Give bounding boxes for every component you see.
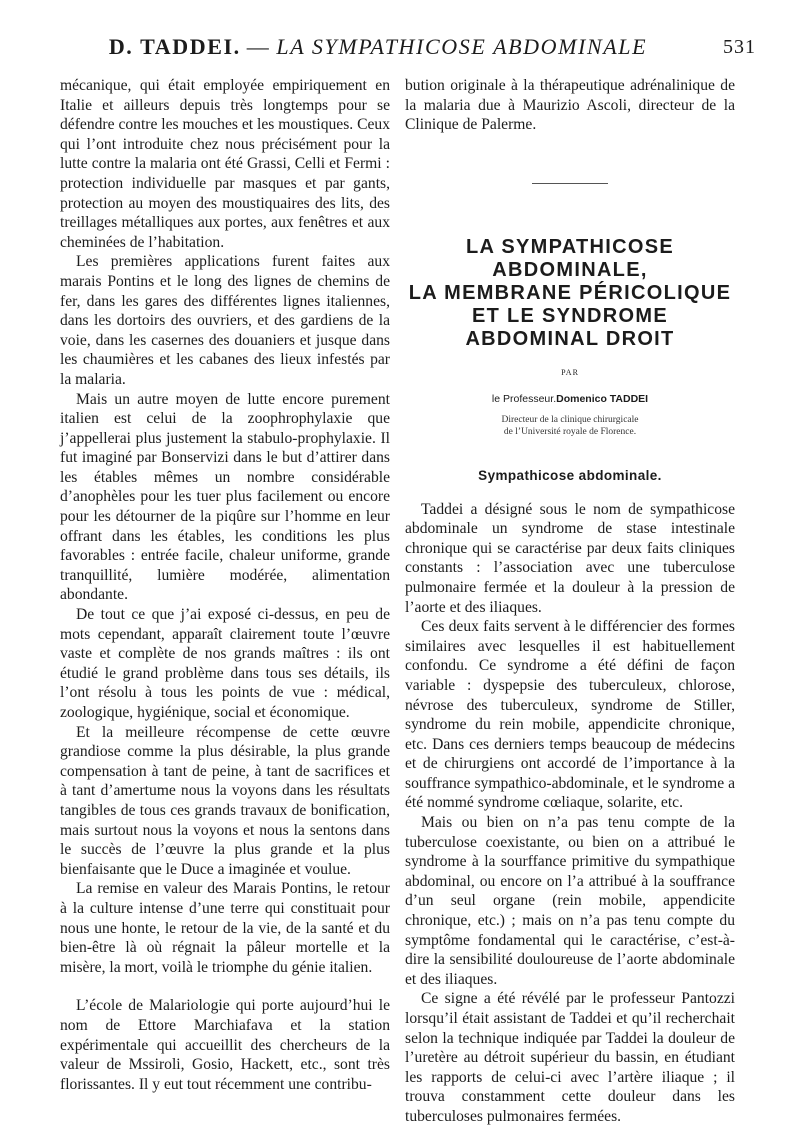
running-head — [60, 20, 756, 60]
right-column — [405, 76, 735, 1127]
article-title-line-5: ABDOMINAL DROIT — [465, 327, 675, 350]
affiliation-line-2: de l’Université royale de Florence. — [503, 426, 637, 437]
author-name: Domenico TADDEI — [556, 393, 649, 406]
byline-par: PAR — [561, 367, 579, 377]
section-divider-rule — [532, 183, 608, 184]
article-title-line-3: LA MEMBRANE PÉRICOLIQUE — [408, 281, 732, 304]
byline — [405, 390, 735, 410]
left-column — [60, 76, 390, 1094]
left-paragraph-2: Les premières applications furent faites aux marais Pontins et le long des lignes de chemins de fer, dans les gares des différentes lignes italiennes, dans les dortoirs des ouvriers, et des gardiens de la voie, dans les casernes des douaniers et jusque dans les chaumières et les cabanes des lieux infestés par la malaria. — [60, 253, 390, 388]
left-paragraph-7: L’école de Malariologie qui porte aujourd’hui le nom de Ettore Marchiafava et la station expérimentale qui accueillit des chercheurs de la valeur de Mssiroli, Gosio, Hackett, etc., sont très florissantes. Il y eut tout récemment une contribu- — [60, 997, 390, 1093]
running-head-author: D. TADDEI. — [108, 34, 241, 59]
affiliation — [405, 414, 735, 438]
left-paragraph-1: mécanique, qui était employée empiriquement en Italie et ailleurs depuis très longtemps pour se défendre contre les mouches et les moustiques. Ceux qui l’ont introduite chez nous précisément pour la lutte contre la malaria ont été Grassi, Celli et Fermi : protection individuelle par masques et par gants, protection au moyen des moustiquaires des lits, des treillages métalliques aux portes, aux fenêtres et aux cheminées de l’habitation. — [60, 77, 390, 251]
left-paragraph-5: Et la meilleure récompense de cette œuvre grandiose comme la plus désirable, la plus grande compensation à tant de peine, à tant de sacrifices et à tant d’amertume nous la voyons dans les résultats tangibles de tous ces grands travaux de bonification, mais surtout nous la voyons et nous la sentons dans le succès de l’œuvre la plus grande et la plus bienfaisante que le Duce a imaginée et voulue. — [60, 723, 390, 878]
byline-prefix: le Professeur. — [491, 393, 557, 406]
running-head-dash: — — [246, 34, 271, 59]
page-number: 531 — [723, 36, 756, 58]
right-paragraph-3: Mais ou bien on n’a pas tenu compte de la tuberculose coexistante, ou bien on a attribué le syndrome à la sourffance primitive du sympathique abdominal, ou encore on l’a attribué à la souffrance d’un seul organe (rein mobile, appendicite chronique, etc.) ; mais on n’a pas tenu compte du symptôme fondamental qui le caractérise, c’est-à-dire la sensibilité douloureuse de l’aorte abdominale et des iliaques. — [405, 814, 735, 988]
right-paragraph-1: Taddei a désigné sous le nom de sympathicose abdominale un syndrome de stase intestinale chronique qui se caractérise par deux faits cliniques constants : l’association avec une tuberculose pulmonaire fermée et la douleur à la pression de l’aorte et des iliaques. — [405, 500, 735, 616]
article-title-line-4: ET LE SYNDROME — [472, 304, 668, 327]
running-head-title-block — [60, 34, 696, 60]
left-paragraph-6: La remise en valeur des Marais Pontins, le retour à la culture intense d’une terre qui constituait pour nous une honte, le retour de la vie, de la santé et du bien-être là où régnait la pâleur mortelle et la misère, la mort, voilà le triomphe du génie italien. — [60, 880, 390, 976]
affiliation-line-1: Directeur de la clinique chirurgicale — [501, 414, 639, 425]
right-paragraph-4: Ce signe a été révélé par le professeur Pantozzi lorsqu’il était assistant de Taddei et qu’il recherchait selon la technique indiquée par Taddei la douleur de l’uretère au détroit supérieur du bassin, en étudiant les rapports de celui-ci avec l’artère iliaque ; il trouva constamment cette douleur dans les tuberculoses pulmonaires fermées. — [405, 990, 735, 1125]
right-paragraph-2: Ces deux faits servent à le différencier des formes similaires avec lesquelles il est habituellement confondu. Ce syndrome a été défini de façon variable : dyspepsie des tuberculeux, chlorose, névrose des tuberculeux, syndrome de Stiller, syndrome du rein mobile, appendicite chronique, etc. Dans ces derniers temps beaucoup de médecins et de chirurgiens ont accordé de l’importance à la souffrance sympathico-abdominale, et le syndrome a été nommé syndrome cœliaque, solarite, etc. — [405, 618, 735, 812]
article-title-line-1: LA SYMPATHICOSE — [465, 235, 675, 258]
continuation-paragraph: bution originale à la thérapeutique adrénalinique de la malaria due à Maurizio Ascoli, directeur de la Clinique de Palerme. — [405, 77, 735, 134]
running-head-title: LA SYMPATHICOSE ABDOMINALE — [276, 34, 648, 59]
article-title — [405, 236, 735, 351]
section-heading: Sympathicose abdominale. — [478, 467, 662, 483]
article-title-line-2: ABDOMINALE, — [492, 258, 648, 281]
left-paragraph-4: De tout ce que j’ai exposé ci-dessus, en peu de mots cependant, apparaît clairement toute l’œuvre vaste et complète de nos grands maîtres : ils ont étudié le grand problème dans tous ses détails, ils l’ont résolu à tous les points de vue : médical, zoologique, hygiénique, social et économique. — [60, 606, 390, 721]
left-paragraph-3: Mais un autre moyen de lutte encore purement italien est celui de la zoophrophylaxie que j’appellerai plus justement la stabulo-prophylaxie. Il fut imaginé par Bonservizi dans le but d’attirer dans les étables mêmes un nombre considérable d’anophèles pour les tuer plus facilement ou encore pour les détourner de la piqûre sur l’homme en leur offrant dans les étables, les conditions les plus favorables : entrée facile, chaleur uniforme, grande tranquillité, lumière modérée, alimentation abondante. — [60, 390, 390, 604]
